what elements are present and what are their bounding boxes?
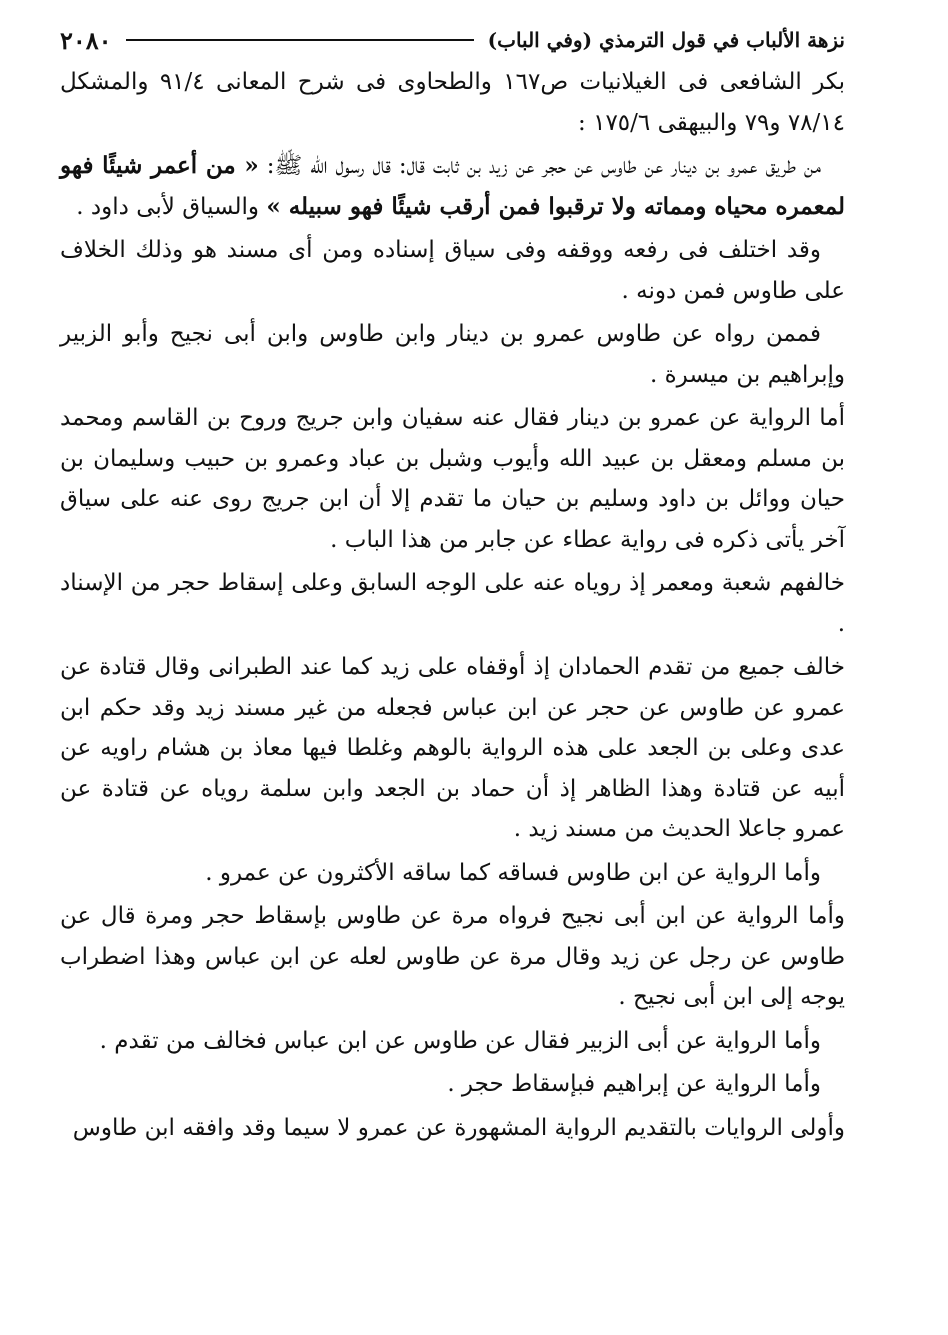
paragraph: [60, 398, 845, 560]
paragraph-text: خالف جميع من تقدم الحمادان إذ أوقفاه على زيد كما عند الطبرانى وقال قتادة عن عمرو عن طاوس عن حجر عن ابن عباس فجعله من غير مسند زيد وقد حكم ابن عدى وعلى بن الجعد على هذه الرواية بالوهم وغلطا فيها معاذ بن هشام راويه عن أبيه عن قتادة وهذا الظاهر إذ أن حماد بن الجعد وابن سلمة روياه عن قتادة عن عمرو جاعلا الحديث من مسند زيد .: [60, 654, 845, 842]
paragraph-text: وأولى الروايات بالتقديم الرواية المشهورة عن عمرو لا سيما وقد وافقه ابن طاوس: [72, 1114, 845, 1141]
paragraph-text: خالفهم شعبة ومعمر إذ روياه عنه على الوجه السابق وعلى إسقاط حجر من الإسناد .: [60, 570, 845, 637]
page-number: ٢٠٨٠: [60, 25, 112, 55]
paragraph-text: وأما الرواية عن ابن طاوس فساقه كما ساقه الأكثرون عن عمرو .: [205, 859, 821, 886]
paragraph: [60, 230, 845, 311]
paragraph: [60, 314, 845, 395]
paragraph: [60, 1108, 845, 1149]
running-title: نزهة الألباب في قول الترمذي (وفي الباب): [487, 28, 845, 52]
book-page: [60, 18, 845, 1318]
paragraph: [60, 1064, 845, 1105]
page-body: [60, 62, 845, 1148]
paragraph-text: بكر الشافعى فى الغيلانيات ص١٦٧ والطحاوى فى شرح المعانى ٩١/٤ والمشكل ٧٨/١٤ و٧٩ والبيهقى ١٧٥/٦ :: [60, 69, 845, 136]
paragraph: [60, 146, 845, 227]
paragraph-text: فممن رواه عن طاوس عمرو بن دينار وابن طاوس وابن أبى نجيح وأبو الزبير وإبراهيم بن ميسرة .: [60, 321, 845, 388]
header-rule: [126, 39, 474, 41]
paragraph: [60, 563, 845, 644]
paragraph-text: والسياق لأبى داود .: [76, 193, 260, 220]
paragraph: [60, 62, 845, 143]
paragraph-text: وقد اختلف فى رفعه ووقفه وفى سياق إسناده ومن أى مسند هو وذلك الخلاف على طاوس فمن دونه .: [60, 237, 845, 304]
paragraph: [60, 647, 845, 850]
hadith-text: « من أعمر شيئًا فهو لمعمره محياه ومماته ولا ترقبوا فمن أرقب شيئًا فهو سبيله »: [60, 152, 845, 220]
paragraph-text: من طريق عمرو بن دينار عن طاوس عن حجر عن زيد بن ثابت قال: قال رسول الله ﷺ:: [266, 153, 821, 179]
paragraph: [60, 853, 845, 894]
paragraph: [60, 896, 845, 1018]
page-header: [60, 18, 845, 62]
paragraph-text: وأما الرواية عن أبى الزبير فقال عن طاوس عن ابن عباس فخالف من تقدم .: [99, 1027, 821, 1054]
paragraph-text: وأما الرواية عن ابن أبى نجيح فرواه مرة عن طاوس بإسقاط حجر ومرة قال عن طاوس عن رجل عن زيد وقال مرة عن طاوس لعله عن ابن عباس وهذا اضطراب يوجه إلى ابن أبى نجيح .: [60, 903, 845, 1010]
paragraph-text: أما الرواية عن عمرو بن دينار فقال عنه سفيان وابن جريج وروح بن القاسم ومحمد بن مسلم ومعقل بن عبيد الله وأيوب وشبل بن عباد وعمرو بن حبيب وسليمان بن حيان ووائل بن داود وسليم بن حيان ما تقدم إلا أن ابن جريج روى عنه على سياق آخر يأتى ذكره فى رواية عطاء عن جابر من هذا الباب .: [60, 405, 845, 553]
paragraph: [60, 1021, 845, 1062]
paragraph-text: وأما الرواية عن إبراهيم فبإسقاط حجر .: [447, 1071, 821, 1097]
